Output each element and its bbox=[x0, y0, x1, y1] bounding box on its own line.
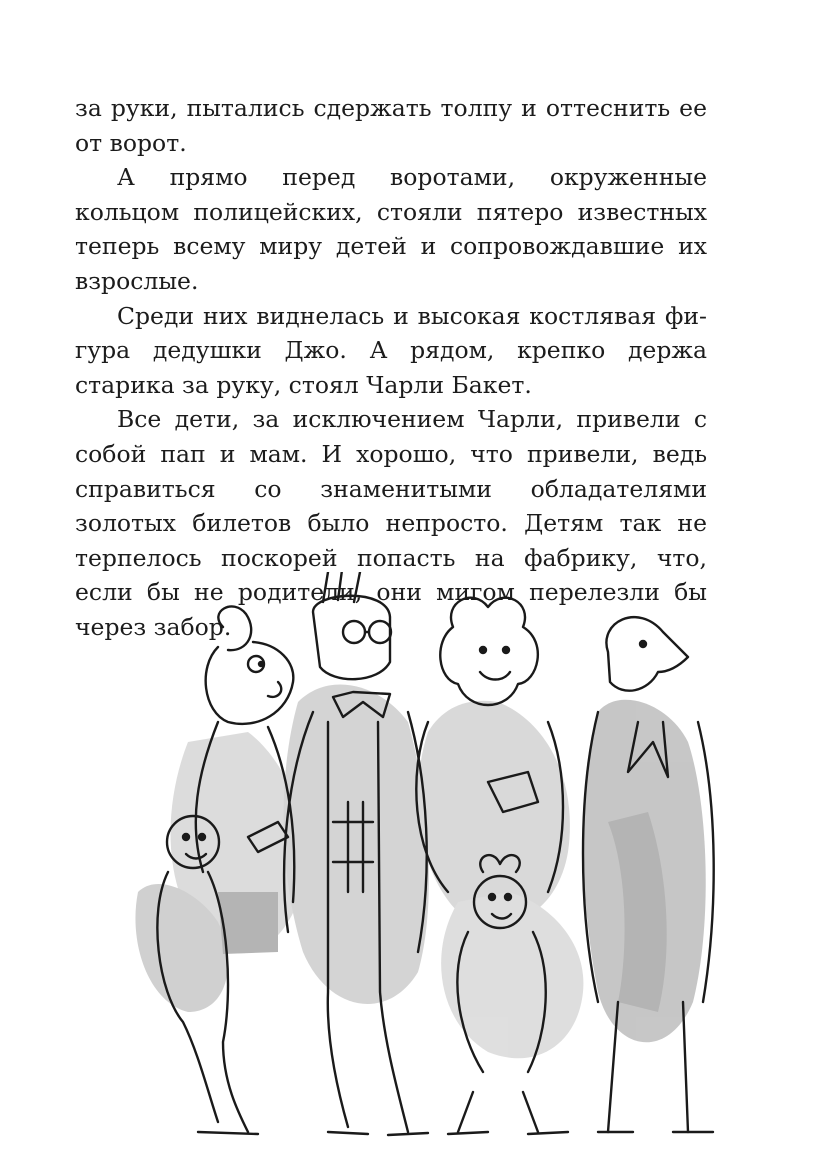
paragraph-grandpa-joe: Среди них виднелась и высокая костлявая фигура дедушки Джо. А рядом, крепко держа старика за руку, стоял Чарли Бакет. bbox=[75, 301, 707, 399]
body-text bbox=[75, 91, 707, 645]
paragraph-parents: Все дети, за исключением Чарли, привели с собой пап и мам. И хорошо, что привели, ведь справиться со знаменитыми обладателями золотых билетов было непросто. Детям так не терпелось поскорей попасть на фабрику, что, если бы не родители, они мигом перелезли бы через забор. bbox=[75, 405, 707, 641]
paragraph-continued: за руки, пытались сдержать толпу и оттеснить ее от ворот. bbox=[75, 94, 707, 157]
watercolor-wash bbox=[135, 685, 705, 1059]
paragraph-police-ring: А прямо перед воротами, окруженные кольцом полицейских, стояли пятеро известных теперь всему миру детей и сопровождавшие их взрослые. bbox=[75, 163, 707, 295]
group-illustration bbox=[128, 572, 728, 1152]
crowd-drawing bbox=[128, 572, 728, 1152]
